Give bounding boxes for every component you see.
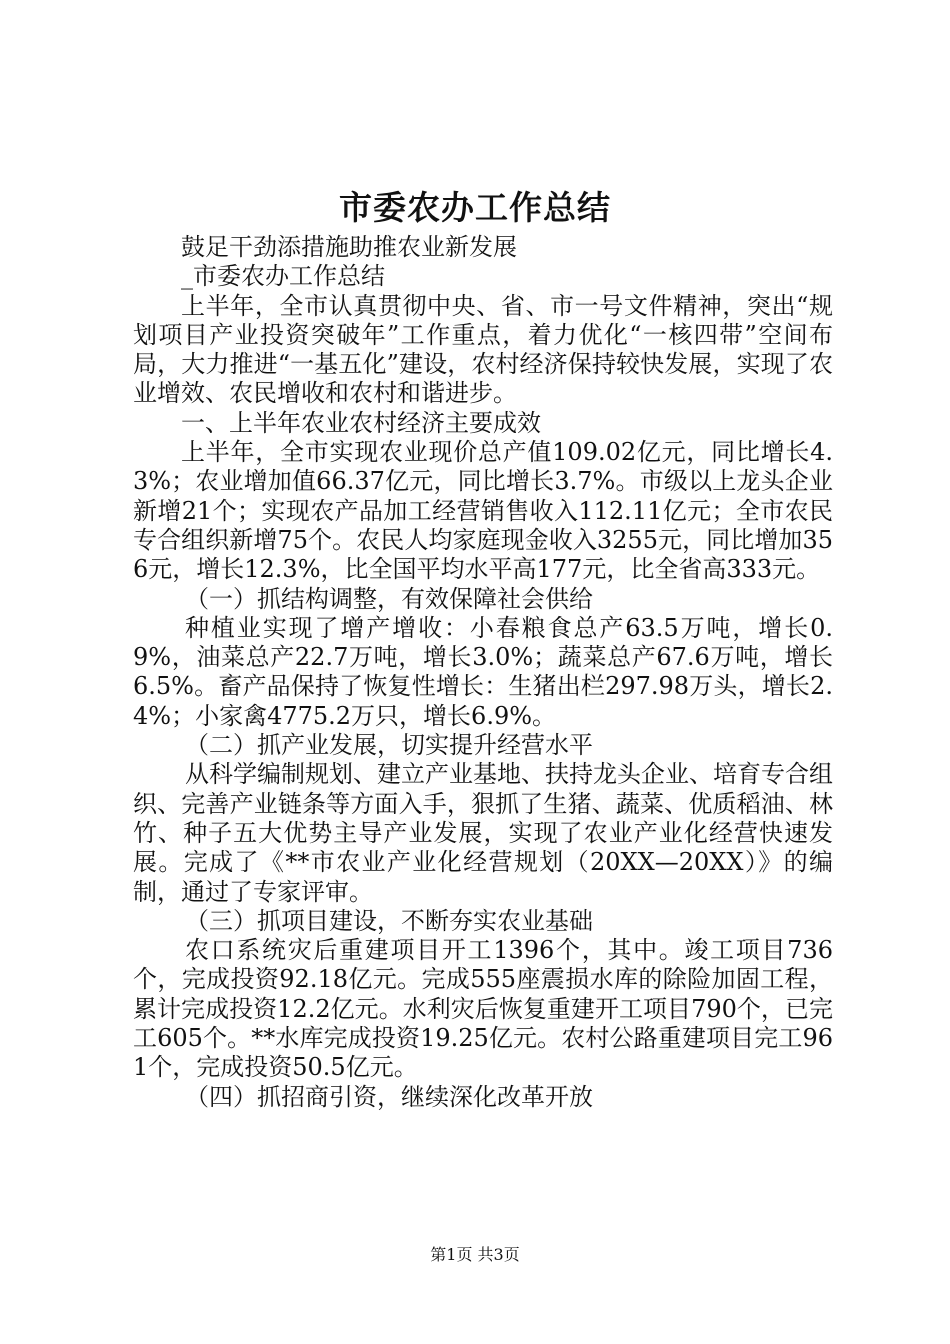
subtitle-line: _市委农办工作总结: [181, 262, 385, 291]
document-body: [133, 233, 833, 1112]
subsection-heading: （一）抓结构调整，有效保障社会供给: [185, 584, 593, 613]
subtitle-line: 鼓足干劲添措施助推农业新发展: [181, 233, 517, 261]
paragraph: 上半年，全市实现农业现价总产值109.02亿元，同比增长4.3%；农业增加值66.37亿元，同比增长3.7%。市级以上龙头企业新增21个；实现农产品加工经营销售收入112.11亿元；全市农民专合组织新增75个。农民人均家庭现金收入3255元，同比增加356元，增长12.3%，比全国平均水平高177元，比全省高333元。: [133, 438, 833, 584]
paragraph: 农口系统灾后重建项目开工1396个，其中。竣工项目736个，完成投资92.18亿元。完成555座震损水库的除险加固工程，累计完成投资12.2亿元。水利灾后恢复重建开工项目790个，已完工605个。**水库完成投资19.25亿元。农村公路重建项目完工961个，完成投资50.5亿元。: [133, 936, 833, 1082]
subsection-heading: （二）抓产业发展，切实提升经营水平: [185, 731, 593, 760]
subsection-heading: （四）抓招商引资，继续深化改革开放: [185, 1082, 593, 1111]
paragraph: 上半年，全市认真贯彻中央、省、市一号文件精神，突出“规划项目产业投资突破年”工作重点，着力优化“一核四带”空间布局，大力推进“一基五化”建设，农村经济保持较快发展，实现了农业增效、农民增收和农村和谐进步。: [133, 291, 833, 408]
page-footer: 第1页 共3页: [430, 1245, 520, 1264]
section-heading: 一、上半年农业农村经济主要成效: [181, 408, 541, 437]
paragraph: 种植业实现了增产增收：小春粮食总产63.5万吨，增长0.9%，油菜总产22.7万吨，增长3.0%；蔬菜总产67.6万吨，增长6.5%。畜产品保持了恢复性增长：生猪出栏297.98万头，增长2.4%；小家禽4775.2万只，增长6.9%。: [133, 613, 833, 730]
document-title: 市委农办工作总结: [339, 188, 611, 227]
paragraph: 从科学编制规划、建立产业基地、扶持龙头企业、培育专合组织、完善产业链条等方面入手，狠抓了生猪、蔬菜、优质稻油、林竹、种子五大优势主导产业发展，实现了农业产业化经营快速发展。完成了《**市农业产业化经营规划（20XX—20XX）》的编制，通过了专家评审。: [133, 760, 833, 906]
subsection-heading: （三）抓项目建设，不断夯实农业基础: [185, 906, 593, 935]
